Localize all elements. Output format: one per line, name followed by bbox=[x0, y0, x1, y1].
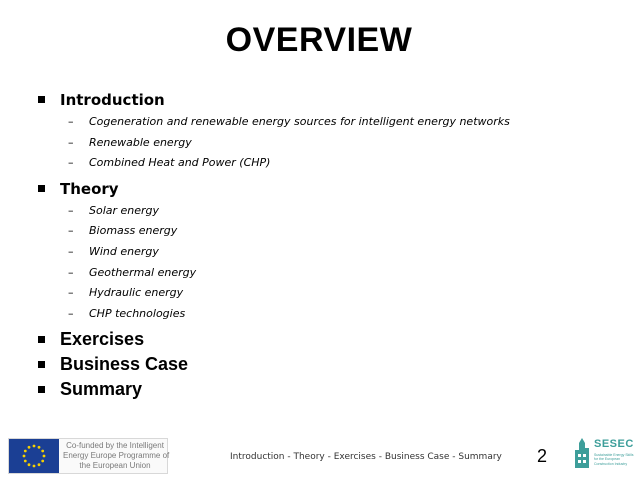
outline-section-summary bbox=[38, 377, 618, 402]
dash-marker: – bbox=[68, 286, 74, 300]
dash-marker: – bbox=[68, 224, 74, 238]
square-bullet-icon bbox=[38, 336, 45, 343]
item-label: Hydraulic energy bbox=[89, 286, 184, 300]
logo-subtitle bbox=[594, 453, 632, 466]
item-label: Renewable energy bbox=[89, 135, 192, 149]
outline-section-exercises bbox=[38, 327, 618, 352]
dash-marker: – bbox=[68, 265, 74, 279]
outline-item bbox=[38, 133, 618, 154]
logo-name: SESEC bbox=[594, 438, 634, 450]
slide-title: OVERVIEW bbox=[225, 21, 413, 59]
outline-list bbox=[38, 88, 618, 402]
logo-subtitle-line: Construction Industry bbox=[594, 461, 628, 466]
item-label: Wind energy bbox=[89, 244, 159, 258]
item-label: Geothermal energy bbox=[89, 265, 197, 279]
eu-text-line: Co-funded by the Intelligent bbox=[66, 441, 164, 450]
dash-marker: – bbox=[68, 156, 74, 170]
dash-marker: – bbox=[68, 115, 74, 128]
item-label: CHP technologies bbox=[89, 306, 186, 320]
outline-item bbox=[38, 304, 618, 325]
logo-subtitle-line: Sustainable Energy Skills bbox=[594, 453, 634, 457]
square-bullet-icon bbox=[38, 185, 45, 192]
section-label: Exercises bbox=[60, 329, 145, 350]
dash-marker: – bbox=[68, 306, 74, 320]
item-label: Combined Heat and Power (CHP) bbox=[89, 156, 271, 170]
dash-marker: – bbox=[68, 244, 74, 258]
outline-item bbox=[38, 242, 618, 263]
page-number: 2 bbox=[537, 446, 548, 466]
square-bullet-icon bbox=[38, 96, 45, 103]
square-bullet-icon bbox=[38, 361, 45, 368]
section-label: Summary bbox=[60, 379, 143, 400]
square-bullet-icon bbox=[38, 386, 45, 393]
outline-section-business-case bbox=[38, 352, 618, 377]
outline-section-introduction bbox=[38, 88, 618, 112]
item-label: Solar energy bbox=[89, 203, 160, 217]
eu-text-line: Energy Europe Programme of bbox=[63, 451, 170, 460]
eu-cofunding-text bbox=[63, 441, 170, 471]
sesec-logo bbox=[572, 432, 632, 472]
outline-item bbox=[38, 201, 618, 222]
outline-item bbox=[38, 221, 618, 242]
dash-marker: – bbox=[68, 135, 74, 149]
item-label: Biomass energy bbox=[89, 224, 178, 238]
dash-marker: – bbox=[68, 203, 74, 217]
outline-section-theory bbox=[38, 177, 618, 201]
outline-item bbox=[38, 283, 618, 304]
eu-flag-icon bbox=[9, 439, 59, 473]
logo-subtitle-line: for the European bbox=[594, 457, 621, 462]
section-label: Business Case bbox=[60, 354, 189, 375]
section-label: Theory bbox=[60, 179, 119, 198]
outline-item bbox=[38, 112, 618, 133]
outline-item bbox=[38, 263, 618, 284]
eu-text-line: the European Union bbox=[79, 461, 151, 470]
footer-navigation-text: Introduction - Theory - Exercises - Business Case - Summary bbox=[230, 452, 502, 462]
eu-cofunding-badge bbox=[8, 438, 168, 474]
item-label: Cogeneration and renewable energy sources for intelligent energy networks bbox=[89, 115, 510, 128]
outline-item bbox=[38, 153, 618, 174]
section-label: Introduction bbox=[60, 91, 165, 109]
sesec-logo-icon bbox=[572, 434, 592, 470]
